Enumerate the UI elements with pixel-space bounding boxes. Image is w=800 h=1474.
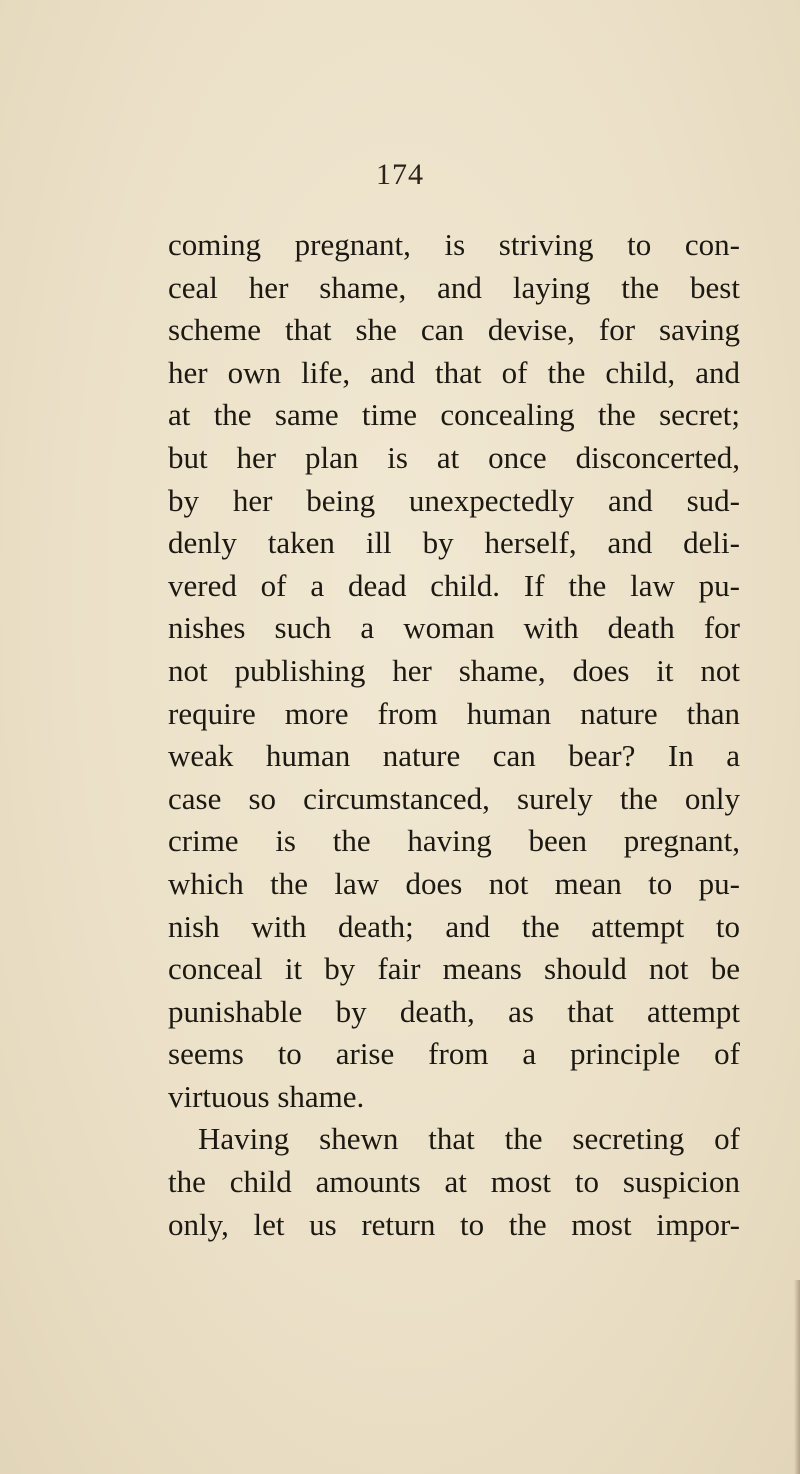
text-line: her own life, and that of the child, and [168,354,740,390]
text-line: nishes such a woman with death for [168,610,740,646]
text-line: weak human nature can bear? In a [168,738,740,774]
text-line: crime is the having been pregnant, [168,823,740,859]
text-line: coming pregnant, is striving to con- [168,227,740,262]
text-line: which the law does not mean to pu- [168,865,740,901]
text-line: the child amounts at most to suspicion [168,1164,740,1200]
text-line: but her plan is at once disconcerted, [168,439,740,475]
text-line: Having shewn that the secreting of [198,1121,740,1157]
text-line: virtuous shame. [168,1078,365,1114]
text-line: seems to arise from a principle of [168,1036,740,1072]
text-line: require more from human nature than [168,695,740,731]
text-line: ceal her shame, and laying the best [168,269,740,305]
text-line: case so circumstanced, surely the only [168,780,740,816]
page-edge-shadow [794,1280,800,1474]
text-line: nish with death; and the attempt to [168,908,740,944]
text-line: conceal it by fair means should not be [168,951,740,987]
body-text [168,224,740,1246]
text-line: vered of a dead child. If the law pu- [168,567,740,603]
text-line: not publishing her shame, does it not [168,652,740,688]
text-line: scheme that she can devise, for saving [168,312,740,348]
text-line: denly taken ill by herself, and deli- [168,525,740,561]
page-number: 174 [376,158,424,191]
text-line: punishable by death, as that attempt [168,993,740,1029]
text-line: at the same time concealing the secret; [168,397,740,433]
text-line: only, let us return to the most impor- [168,1206,740,1242]
text-line: by her being unexpectedly and sud- [168,482,740,518]
